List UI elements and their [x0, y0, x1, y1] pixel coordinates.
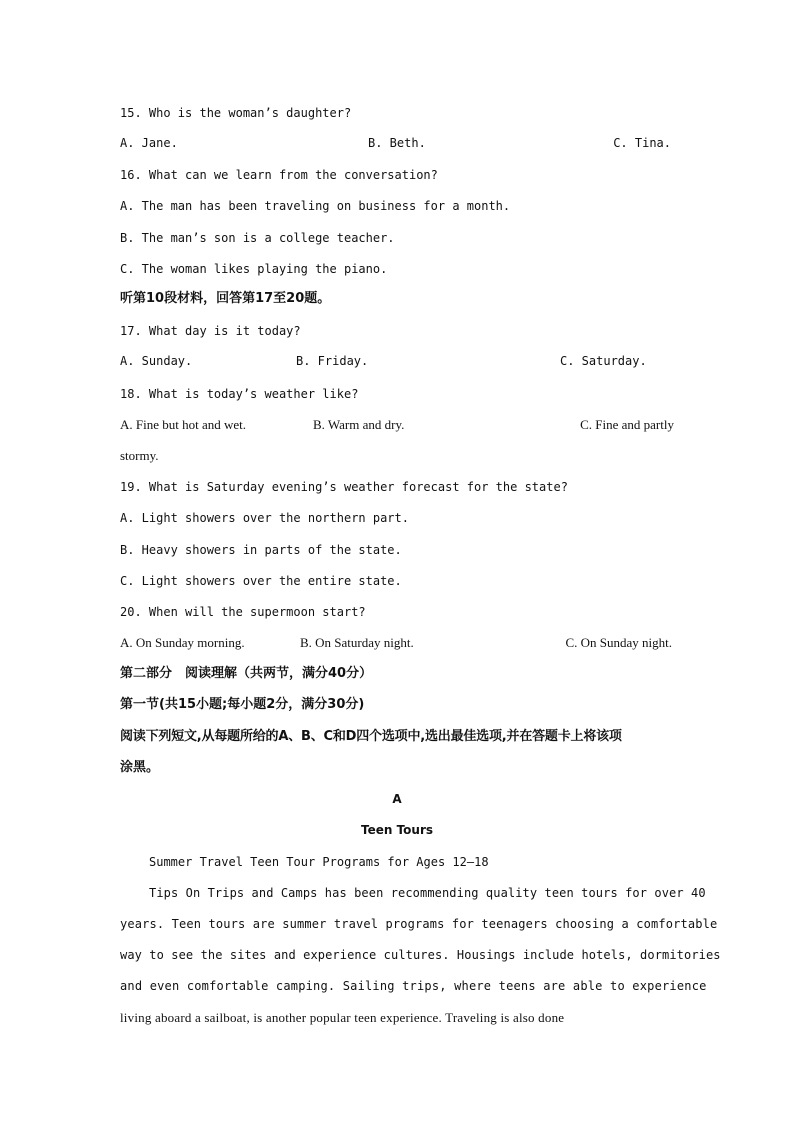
question-15-stem: 15. Who is the woman’s daughter?	[120, 106, 352, 120]
question-18-stem: 18. What is today’s weather like?	[120, 387, 359, 401]
passage-paragraph-line: years. Teen tours are summer travel programs for teenagers choosing a comfortable	[120, 917, 718, 931]
passage-paragraph-line: Tips On Trips and Camps has been recommending quality teen tours for over 40	[149, 886, 706, 900]
part-2-heading: 第二部分 阅读理解（共两节，满分40分）	[120, 666, 373, 681]
question-18-option-c: C. Fine and partly	[580, 417, 674, 432]
passage-paragraph-line: living aboard a sailboat, is another popular teen experience. Traveling is also done	[120, 1010, 565, 1025]
instructions-line-2: 涂黑。	[120, 760, 160, 775]
passage-subtitle: Summer Travel Teen Tour Programs for Ages 12—18	[149, 855, 489, 869]
question-15-option-a: A. Jane.	[120, 136, 178, 150]
section-10-heading: 听第10段材料，回答第17至20题。	[120, 291, 331, 306]
passage-letter: A	[392, 792, 402, 806]
question-18-option-a: A. Fine but hot and wet.	[120, 417, 247, 432]
question-20-option-a: A. On Sunday morning.	[120, 635, 245, 650]
question-15-option-b: B. Beth.	[368, 136, 426, 150]
question-20-option-b: B. On Saturday night.	[300, 635, 414, 650]
question-17-option-c: C. Saturday.	[560, 354, 647, 368]
question-19-stem: 19. What is Saturday evening’s weather forecast for the state?	[120, 480, 568, 494]
question-16-option-c: C. The woman likes playing the piano.	[120, 262, 388, 276]
question-19-option-b: B. Heavy showers in parts of the state.	[120, 543, 402, 557]
question-19-option-c: C. Light showers over the entire state.	[120, 574, 402, 588]
question-18-option-c-continued: stormy.	[120, 448, 159, 463]
question-20-option-c: C. On Sunday night.	[565, 635, 672, 650]
question-20-stem: 20. When will the supermoon start?	[120, 605, 366, 619]
question-17-stem: 17. What day is it today?	[120, 324, 301, 338]
question-16-option-b: B. The man’s son is a college teacher.	[120, 231, 395, 245]
question-18-option-b: B. Warm and dry.	[313, 417, 405, 432]
question-17-option-a: A. Sunday.	[120, 354, 193, 368]
question-19-option-a: A. Light showers over the northern part.	[120, 511, 409, 525]
section-1-heading: 第一节(共15小题;每小题2分，满分30分)	[120, 697, 365, 712]
passage-paragraph-line: way to see the sites and experience cultures. Housings include hotels, dormitories	[120, 948, 721, 962]
question-17-option-b: B. Friday.	[296, 354, 369, 368]
question-16-stem: 16. What can we learn from the conversation?	[120, 168, 438, 182]
passage-paragraph-line: and even comfortable camping. Sailing trips, where teens are able to experience	[120, 979, 707, 993]
question-15-option-c: C. Tina.	[613, 136, 671, 150]
passage-title: Teen Tours	[360, 823, 434, 837]
question-16-option-a: A. The man has been traveling on business for a month.	[120, 199, 511, 213]
instructions-line-1: 阅读下列短文,从每题所给的A、B、C和D四个选项中,选出最佳选项,并在答题卡上将该项	[120, 729, 622, 744]
